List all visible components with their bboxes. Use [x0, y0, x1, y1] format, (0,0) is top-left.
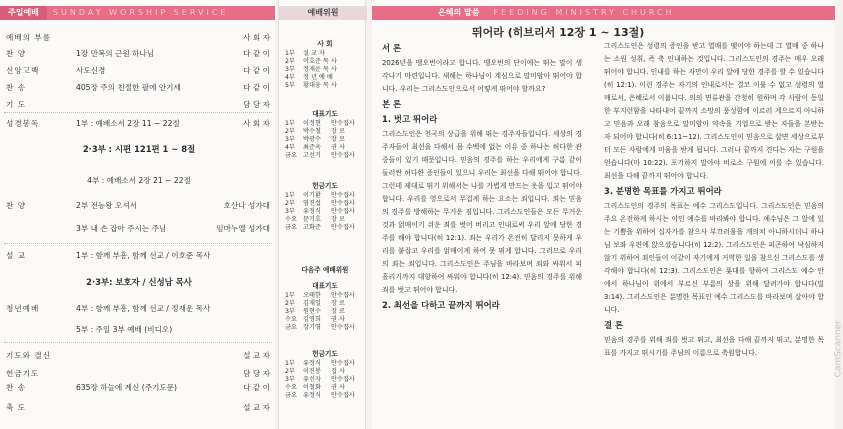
worship-committee-header: 예배위원 — [279, 6, 367, 20]
order-body: 1부 : 함께 부흥, 함께 선교 / 이호준 목사 — [76, 251, 211, 260]
order-leader: 담 당 자 — [243, 100, 270, 109]
order-leader: 다 같 이 — [243, 66, 270, 75]
committee-cell: 안수집사 — [331, 360, 355, 367]
order-body: 1장 만복의 근원 하나님 — [76, 49, 155, 58]
order-row — [6, 368, 272, 380]
order-row — [6, 99, 272, 111]
committee-cell: 3부 — [285, 376, 295, 383]
sermon-paragraph: 그리스도인의 경주의 목표는 예수 그리스도입니다. 그리스도인은 믿음의 주요 온전하게 하시는 이인 예수를 바라봐야 합니다. 예수님은 그 앞에 있는 기쁨을 위하여 십자가를 참으사 부끄러움을 개의치 아니하시더니 하나님 보좌 우편에 앉으셨습니다(히 12:2). 그리스도인은 피곤하여 낙심하지 않기 위하여 죄인들이 이같이 자기에게 거역한 일을 참으신 그리스도를 생각해야 합니다(히 12:3). 그리스도인은 푯대를 향하여 그리스도 예수 안에서 하나님이 위에서 부르신 부름의 상을 위해 달려가야 합니다(빌 3:14). 그리스도인은 분명한 목표인 예수 그리스도를 바라보며 살아야 합니다. — [604, 202, 824, 314]
committee-cell: 2부 — [285, 200, 295, 207]
sermon-heading: 2. 최선을 다하고 끝까지 뛰어라 — [382, 300, 500, 310]
order-label: 기 도 — [6, 100, 27, 109]
scanner-watermark: CamScanner — [833, 320, 843, 378]
committee-row — [285, 300, 365, 308]
committee-cell: 1부 — [285, 192, 295, 199]
committee-cell: 1부 — [285, 360, 295, 367]
committee-group-title: 헌금기도 — [312, 182, 338, 190]
committee-cell: 원현수 — [303, 308, 321, 315]
order-leader: 사 회 자 — [243, 119, 270, 128]
committee-cell: 이철화 — [303, 384, 321, 391]
committee-cell: 수요 — [285, 316, 297, 323]
order-body: 2·3부 : 시편 121편 1 ~ 8절 — [82, 144, 196, 154]
committee-cell: 박광수 — [303, 136, 321, 143]
committee-cell: 박수철 — [303, 128, 321, 135]
committee-cell: 안수집사 — [331, 120, 355, 127]
committee-group-title: 헌금기도 — [312, 350, 338, 358]
committee-row — [285, 368, 365, 376]
committee-row — [285, 208, 365, 216]
committee-cell: 3부 — [285, 66, 295, 73]
committee-group-title: 사 회 — [317, 40, 333, 48]
committee-group — [285, 266, 365, 276]
sermon-paragraph: 그리스도인은 성령의 증인을 받고 열매를 맺어야 하는데 그 열매 중 하나는 소원 성취, 즉 축 인내하는 것입니다. 그리스도인의 경주는 매우 오래 뛰어야 합니다. 인내를 하는 자만이 우리 앞에 당한 경주를 할 수 있습니다(히 12:1). 이런 경주는 자기의 인내로서는 결코 이룰 수 없고 성령의 열매로서, 은혜로서 이룹니다. 의의 면류관을 간청히 원하며 각 사람이 동일한 부지런함을 나타내어 끝까지 소망의 풍성함에 이르러 게으르지 아니하고 믿음과 오래 참음으로 말미암아 약속을 기업으로 받는 자들을 본받는 자 되어야 합니다(히 6:11~12). 그리스도인이 믿음으로 살면 세상으로부터 모든 사람에게 미움을 받게 됩니다. 그러나 끝까지 견디는 자는 구원을 얻습니다(마 10:22). 포기하지 말아야 비로소 구원에 이를 수 있습니다. 최선을 다해 끝까지 뛰어야 합니다. — [604, 42, 824, 180]
order-body: 4부 : 예배소서 2장 21 ~ 22절 — [87, 176, 191, 185]
order-row — [6, 402, 272, 414]
committee-cell: 이기환 — [303, 192, 321, 199]
committee-row — [285, 128, 365, 136]
worship-order-title: 주일예배 — [0, 6, 47, 20]
committee-cell: 설 교 자 — [303, 50, 325, 57]
order-body: 2·3부: 보호자 / 신성남 목사 — [86, 277, 192, 287]
committee-cell: 안수집사 — [331, 208, 355, 215]
order-row — [6, 303, 272, 315]
committee-cell: 집 사 — [331, 368, 345, 375]
committee-group — [285, 110, 365, 160]
committee-cell: 수요 — [285, 384, 297, 391]
committee-cell: 안수집사 — [331, 392, 355, 399]
committee-cell: 2부 — [285, 128, 295, 135]
committee-row — [285, 316, 365, 324]
sermon-header-subtitle: FEEDING MINISTRY CHURCH — [493, 8, 675, 17]
order-leader: 다 같 이 — [243, 383, 270, 392]
committee-group-title: 다음주 예배위원 — [301, 266, 349, 274]
order-row — [6, 143, 272, 155]
committee-cell: 금요 — [285, 152, 297, 159]
committee-cell: 문기호 — [303, 216, 321, 223]
committee-cell: 1부 — [285, 292, 295, 299]
committee-group-title: 대표기도 — [312, 110, 338, 118]
sermon-column-2 — [604, 40, 824, 360]
order-row — [6, 382, 272, 394]
committee-cell: 정재운 목 사 — [303, 66, 337, 73]
sermon-title: 뛰어라 (히브리서 12장 1 ~ 13절) — [472, 26, 645, 39]
committee-cell: 안수집사 — [331, 152, 355, 159]
committee-cell: 장 로 — [331, 128, 345, 135]
committee-group — [285, 182, 365, 232]
committee-row — [285, 82, 365, 90]
order-body: 405장 주의 친절한 팔에 안기세 — [76, 83, 181, 92]
order-body: 2부 전능왕 오셔서 — [76, 201, 138, 210]
committee-cell: 유정식 — [303, 392, 321, 399]
order-row — [6, 48, 272, 60]
sermon-column-1 — [382, 40, 582, 314]
committee-cell: 이호준 목 사 — [303, 58, 337, 65]
committee-cell: 안수집사 — [331, 324, 355, 331]
order-row — [6, 276, 272, 288]
sermon-paragraph: 2026년을 맹오번이라고 합니다. 맹오번의 단이에는 뛰는 말이 생각나기 마련입니다. 새해는 하나님이 계심으로 말미암아 뛰어야 합니다. 우리는 그리스도인으로서 어떻게 뛰어야 할까요? — [382, 59, 582, 93]
order-leader: 다 같 이 — [243, 83, 270, 92]
committee-cell: 고선기 — [303, 152, 321, 159]
order-leader: 호산나 성가대 — [223, 201, 270, 210]
committee-cell: 권 사 — [331, 384, 345, 391]
committee-row — [285, 136, 365, 144]
committee-row — [285, 66, 365, 74]
committee-cell: 김재일 — [303, 300, 321, 307]
committee-cell: 금요 — [285, 392, 297, 399]
committee-cell: 수요 — [285, 216, 297, 223]
order-body: 사도신경 — [76, 66, 106, 75]
committee-cell: 금요 — [285, 224, 297, 231]
committee-row — [285, 392, 365, 400]
committee-row — [285, 376, 365, 384]
committee-row — [285, 200, 365, 208]
committee-row — [285, 50, 365, 58]
order-label: 찬 송 — [6, 383, 27, 392]
committee-cell: 고화준 — [303, 224, 321, 231]
committee-row — [285, 144, 365, 152]
committee-row — [285, 324, 365, 332]
order-label: 헌금기도 — [6, 369, 40, 378]
order-label: 기도와 결신 — [6, 351, 52, 360]
order-row — [6, 82, 272, 94]
order-row — [6, 223, 272, 235]
order-label: 예배의 부름 — [6, 33, 52, 42]
committee-row — [285, 120, 365, 128]
committee-group — [285, 350, 365, 400]
order-label: 청년예배 — [6, 304, 40, 313]
sermon-paragraph: 그리스도인은 천국의 상급을 위해 뛰는 경주자들입니다. 세상의 경주자들이 최선을 다해서 몸 수백에 없는 이유 중 하나는 허다한 관중들이 있기 때문입니다. 믿음의 경주를 하는 우리에게 구름 같이 둘러싼 허다한 증인들이 있으니 우리는 최선을 다해 뛰어야 합니다. 그런데 제대로 뛰기 위해서는 나를 가볍게 만드는 옷을 입고 뛰어야 합니다. 우리를 영으로서 무겁게 하는 요소는 죄입니다. 죄는 믿음의 경주를 방해하는 무거운 짐입니다. 그리스도인들은 모든 무거운 것과 얽매이기 쉬운 죄를 벗어 버리고 인내로써 우리 앞에 당한 경주를 해야 합니다(히 12:1). 죄는 우리가 온전히 달리지 못하게 우리를 붙잡고 우리를 얽매이게 하여 못 뛰게 합니다. 그러므로 우리의 죄는 죄입니다. 그리스도인은 주님을 바라보며 죄와 싸워서 피 흘리기까지 대항하여 싸워야 합니다(히 12:4). 믿음의 경주를 위해 죄를 벗고 뛰어야 합니다. — [382, 130, 582, 294]
committee-cell: 4부 — [285, 74, 295, 81]
divider — [4, 243, 272, 244]
committee-cell: 이정현 — [303, 120, 321, 127]
committee-cell: 안수집사 — [331, 292, 355, 299]
sermon-heading: 1. 벗고 뛰어라 — [382, 114, 438, 124]
committee-cell: 장기영 — [303, 324, 321, 331]
committee-row — [285, 224, 365, 232]
committee-cell: 권 사 — [331, 144, 345, 151]
committee-cell: 안수집사 — [331, 192, 355, 199]
order-label: 신앙고백 — [6, 66, 40, 75]
committee-row — [285, 360, 365, 368]
committee-cell: 김영희 — [303, 316, 321, 323]
committee-row — [285, 308, 365, 316]
order-row — [6, 250, 272, 262]
sermon-heading: 본 론 — [382, 99, 402, 109]
committee-cell: 장 로 — [331, 300, 345, 307]
committee-cell: 최준옥 — [303, 144, 321, 151]
committee-cell: 오태한 — [303, 292, 321, 299]
order-leader: 담 당 자 — [243, 369, 270, 378]
committee-cell: 장 로 — [331, 308, 345, 315]
committee-cell: 1부 — [285, 50, 295, 57]
committee-cell: 유정식 — [303, 360, 321, 367]
sermon-page — [372, 0, 843, 429]
committee-group — [285, 282, 365, 332]
committee-group — [285, 40, 365, 90]
committee-cell: 4부 — [285, 144, 295, 151]
committee-cell: 3부 — [285, 136, 295, 143]
committee-cell: 유정식 — [303, 208, 321, 215]
order-body: 635장 하늘에 계신 (주기도문) — [76, 383, 178, 392]
worship-committee-page — [278, 0, 366, 429]
committee-cell: 장 로 — [331, 136, 345, 143]
order-body: 3부 내 손 잡아 주시는 주님 — [76, 224, 167, 233]
order-leader: 임마누엘 성가대 — [216, 224, 270, 233]
order-body: 1부 : 예배소서 2장 11 ~ 22절 — [76, 119, 180, 128]
order-label: 찬 양 — [6, 49, 27, 58]
order-row — [6, 32, 272, 44]
order-row — [6, 175, 272, 187]
sermon-header — [372, 6, 835, 20]
committee-cell: 정 년 예 배 — [303, 74, 333, 81]
committee-row — [285, 192, 365, 200]
committee-cell: 장 로 — [331, 216, 345, 223]
sermon-heading: 서 론 — [382, 43, 402, 53]
sermon-heading: 3. 분명한 목표를 가지고 뛰어라 — [604, 186, 722, 196]
order-label: 성경봉독 — [6, 119, 40, 128]
committee-cell: 권 사 — [331, 316, 345, 323]
order-leader: 설 교 자 — [243, 351, 270, 360]
committee-cell: 2부 — [285, 368, 295, 375]
committee-cell: 2부 — [285, 58, 295, 65]
committee-cell: 유선자 — [303, 376, 321, 383]
committee-cell: 3부 — [285, 308, 295, 315]
sermon-heading: 결 론 — [604, 320, 624, 330]
committee-row — [285, 292, 365, 300]
committee-row — [285, 384, 365, 392]
committee-cell: 염진섭 — [303, 200, 321, 207]
sermon-paragraph: 믿음의 경주를 위해 죄를 벗고 뛰고, 최선을 다해 끝까지 뛰고, 분명한 목표를 가지고 뛰시기를 주님의 이름으로 축원합니다. — [604, 336, 824, 357]
committee-cell: 안수집사 — [331, 376, 355, 383]
committee-cell: 금요 — [285, 324, 297, 331]
committee-cell: 황대웅 목 사 — [303, 82, 337, 89]
committee-row — [285, 152, 365, 160]
worship-order-header — [0, 6, 275, 20]
committee-cell: 안수집사 — [331, 200, 355, 207]
order-row — [6, 324, 272, 336]
order-row — [6, 118, 272, 130]
committee-cell: 2부 — [285, 300, 295, 307]
worship-order-page — [0, 0, 275, 429]
order-label: 찬 양 — [6, 201, 27, 210]
committee-cell: 3부 — [285, 208, 295, 215]
committee-cell: 이진봉 — [303, 368, 321, 375]
worship-order-subtitle: SUNDAY WORSHIP SERVICE — [52, 8, 229, 17]
order-row — [6, 65, 272, 77]
order-row — [6, 200, 272, 212]
order-row — [6, 350, 272, 362]
committee-cell: 5부 — [285, 82, 295, 89]
divider — [4, 112, 272, 113]
order-body: 4부 : 함께 부흥, 함께 선교 / 정재운 목사 — [76, 304, 211, 313]
divider — [4, 342, 272, 343]
order-leader: 설 교 자 — [243, 403, 270, 412]
committee-cell: 1부 — [285, 120, 295, 127]
order-label: 축 도 — [6, 403, 27, 412]
order-body: 5부 : 주일 3부 예배 (비디오) — [76, 325, 173, 334]
order-label: 설 교 — [6, 251, 27, 260]
sermon-header-title: 은혜의 말씀 — [438, 8, 480, 17]
order-leader: 다 같 이 — [243, 49, 270, 58]
committee-row — [285, 74, 365, 82]
committee-group-title: 대표기도 — [312, 282, 338, 290]
committee-row — [285, 216, 365, 224]
order-label: 찬 송 — [6, 83, 27, 92]
committee-row — [285, 58, 365, 66]
order-leader: 사 회 자 — [243, 33, 270, 42]
committee-cell: 안수집사 — [331, 224, 355, 231]
